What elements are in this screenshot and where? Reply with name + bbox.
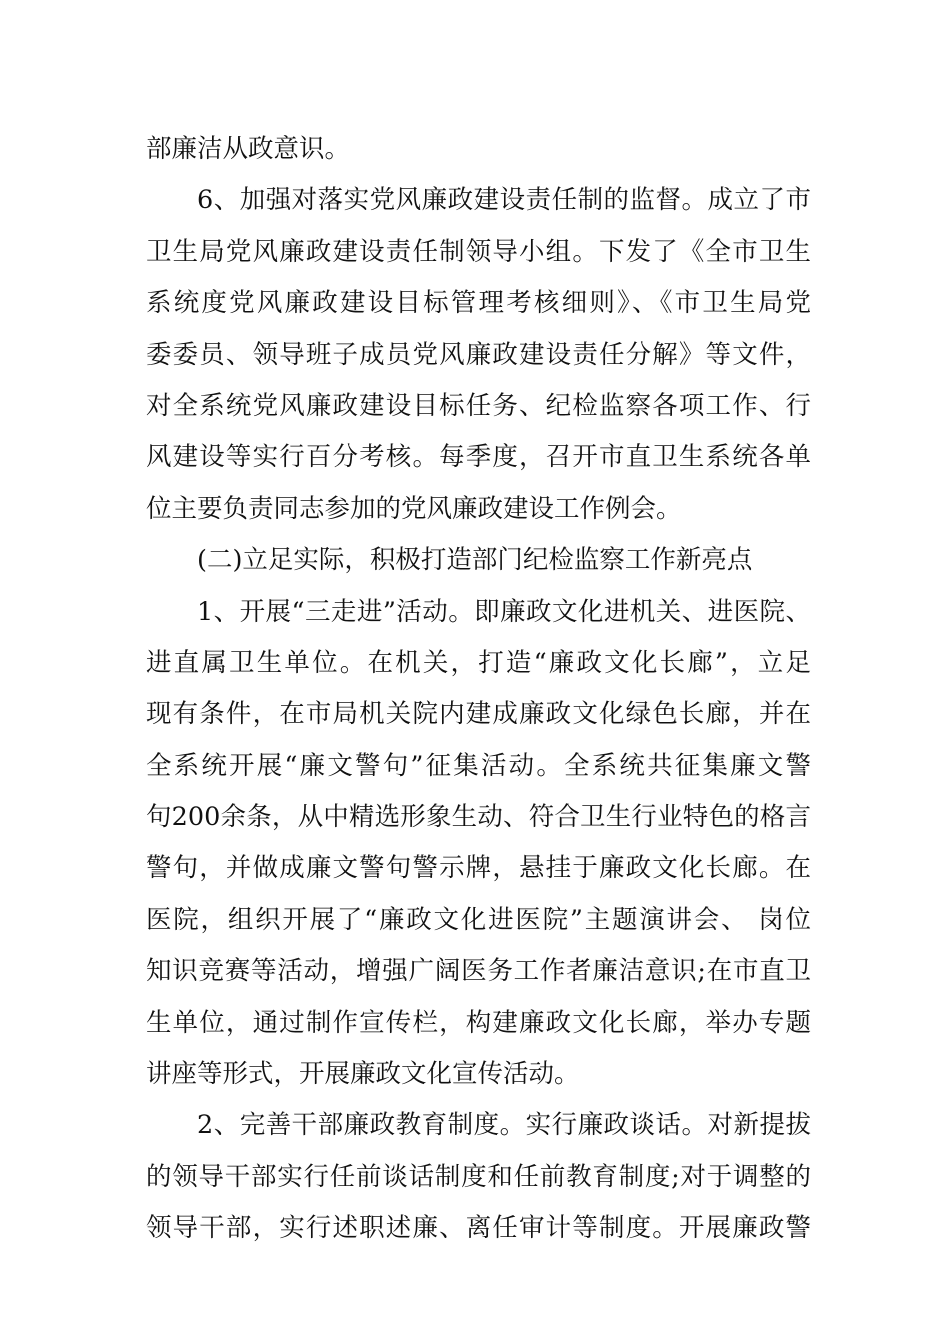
text-line: 委委员、领导班子成员党风廉政建设责任分解》等文件， [146, 339, 811, 370]
text-line: (二)立足实际，积极打造部门纪检监察工作新亮点 [197, 545, 753, 576]
text-line: 医院，组织开展了“廉政文化进医院”主题演讲会、 岗位 [146, 904, 811, 935]
text-line: 卫生局党风廉政建设责任制领导小组。下发了《全市卫生 [146, 236, 811, 267]
text-line: 知识竞赛等活动，增强广阔医务工作者廉洁意识;在市直卫 [146, 956, 811, 987]
text-line: 句200余条，从中精选形象生动、符合卫生行业特色的格言 [146, 802, 811, 833]
text-line: 进直属卫生单位。在机关，打造“廉政文化长廊”，立足 [146, 647, 811, 678]
text-line: 讲座等形式，开展廉政文化宣传活动。 [146, 1059, 580, 1090]
text-line: 领导干部，实行述职述廉、离任审计等制度。开展廉政警 [146, 1213, 811, 1244]
text-line: 生单位，通过制作宣传栏，构建廉政文化长廊，举办专题 [146, 1007, 811, 1038]
body-text [146, 124, 811, 1255]
text-line: 全系统开展“廉文警句”征集活动。全系统共征集廉文警 [146, 750, 811, 781]
text-line: 部廉洁从政意识。 [146, 134, 351, 164]
text-line: 的领导干部实行任前谈话制度和任前教育制度;对于调整的 [146, 1161, 811, 1192]
text-line: 警句，并做成廉文警句警示牌，悬挂于廉政文化长廊。在 [146, 853, 811, 884]
text-line: 现有条件，在市局机关院内建成廉政文化绿色长廊，并在 [146, 699, 811, 730]
text-line: 位主要负责同志参加的党风廉政建设工作例会。 [146, 493, 682, 524]
text-line: 系统度党风廉政建设目标管理考核细则》、《市卫生局党 [146, 288, 811, 319]
text-line: 1、开展“三走进”活动。即廉政文化进机关、进医院、 [197, 596, 811, 627]
text-line: 风建设等实行百分考核。每季度，召开市直卫生系统各单 [146, 442, 811, 473]
text-line: 2、完善干部廉政教育制度。实行廉政谈话。对新提拔 [197, 1110, 811, 1141]
text-line: 对全系统党风廉政建设目标任务、纪检监察各项工作、行 [146, 390, 811, 421]
text-line: 6、加强对落实党风廉政建设责任制的监督。成立了市 [197, 185, 811, 216]
